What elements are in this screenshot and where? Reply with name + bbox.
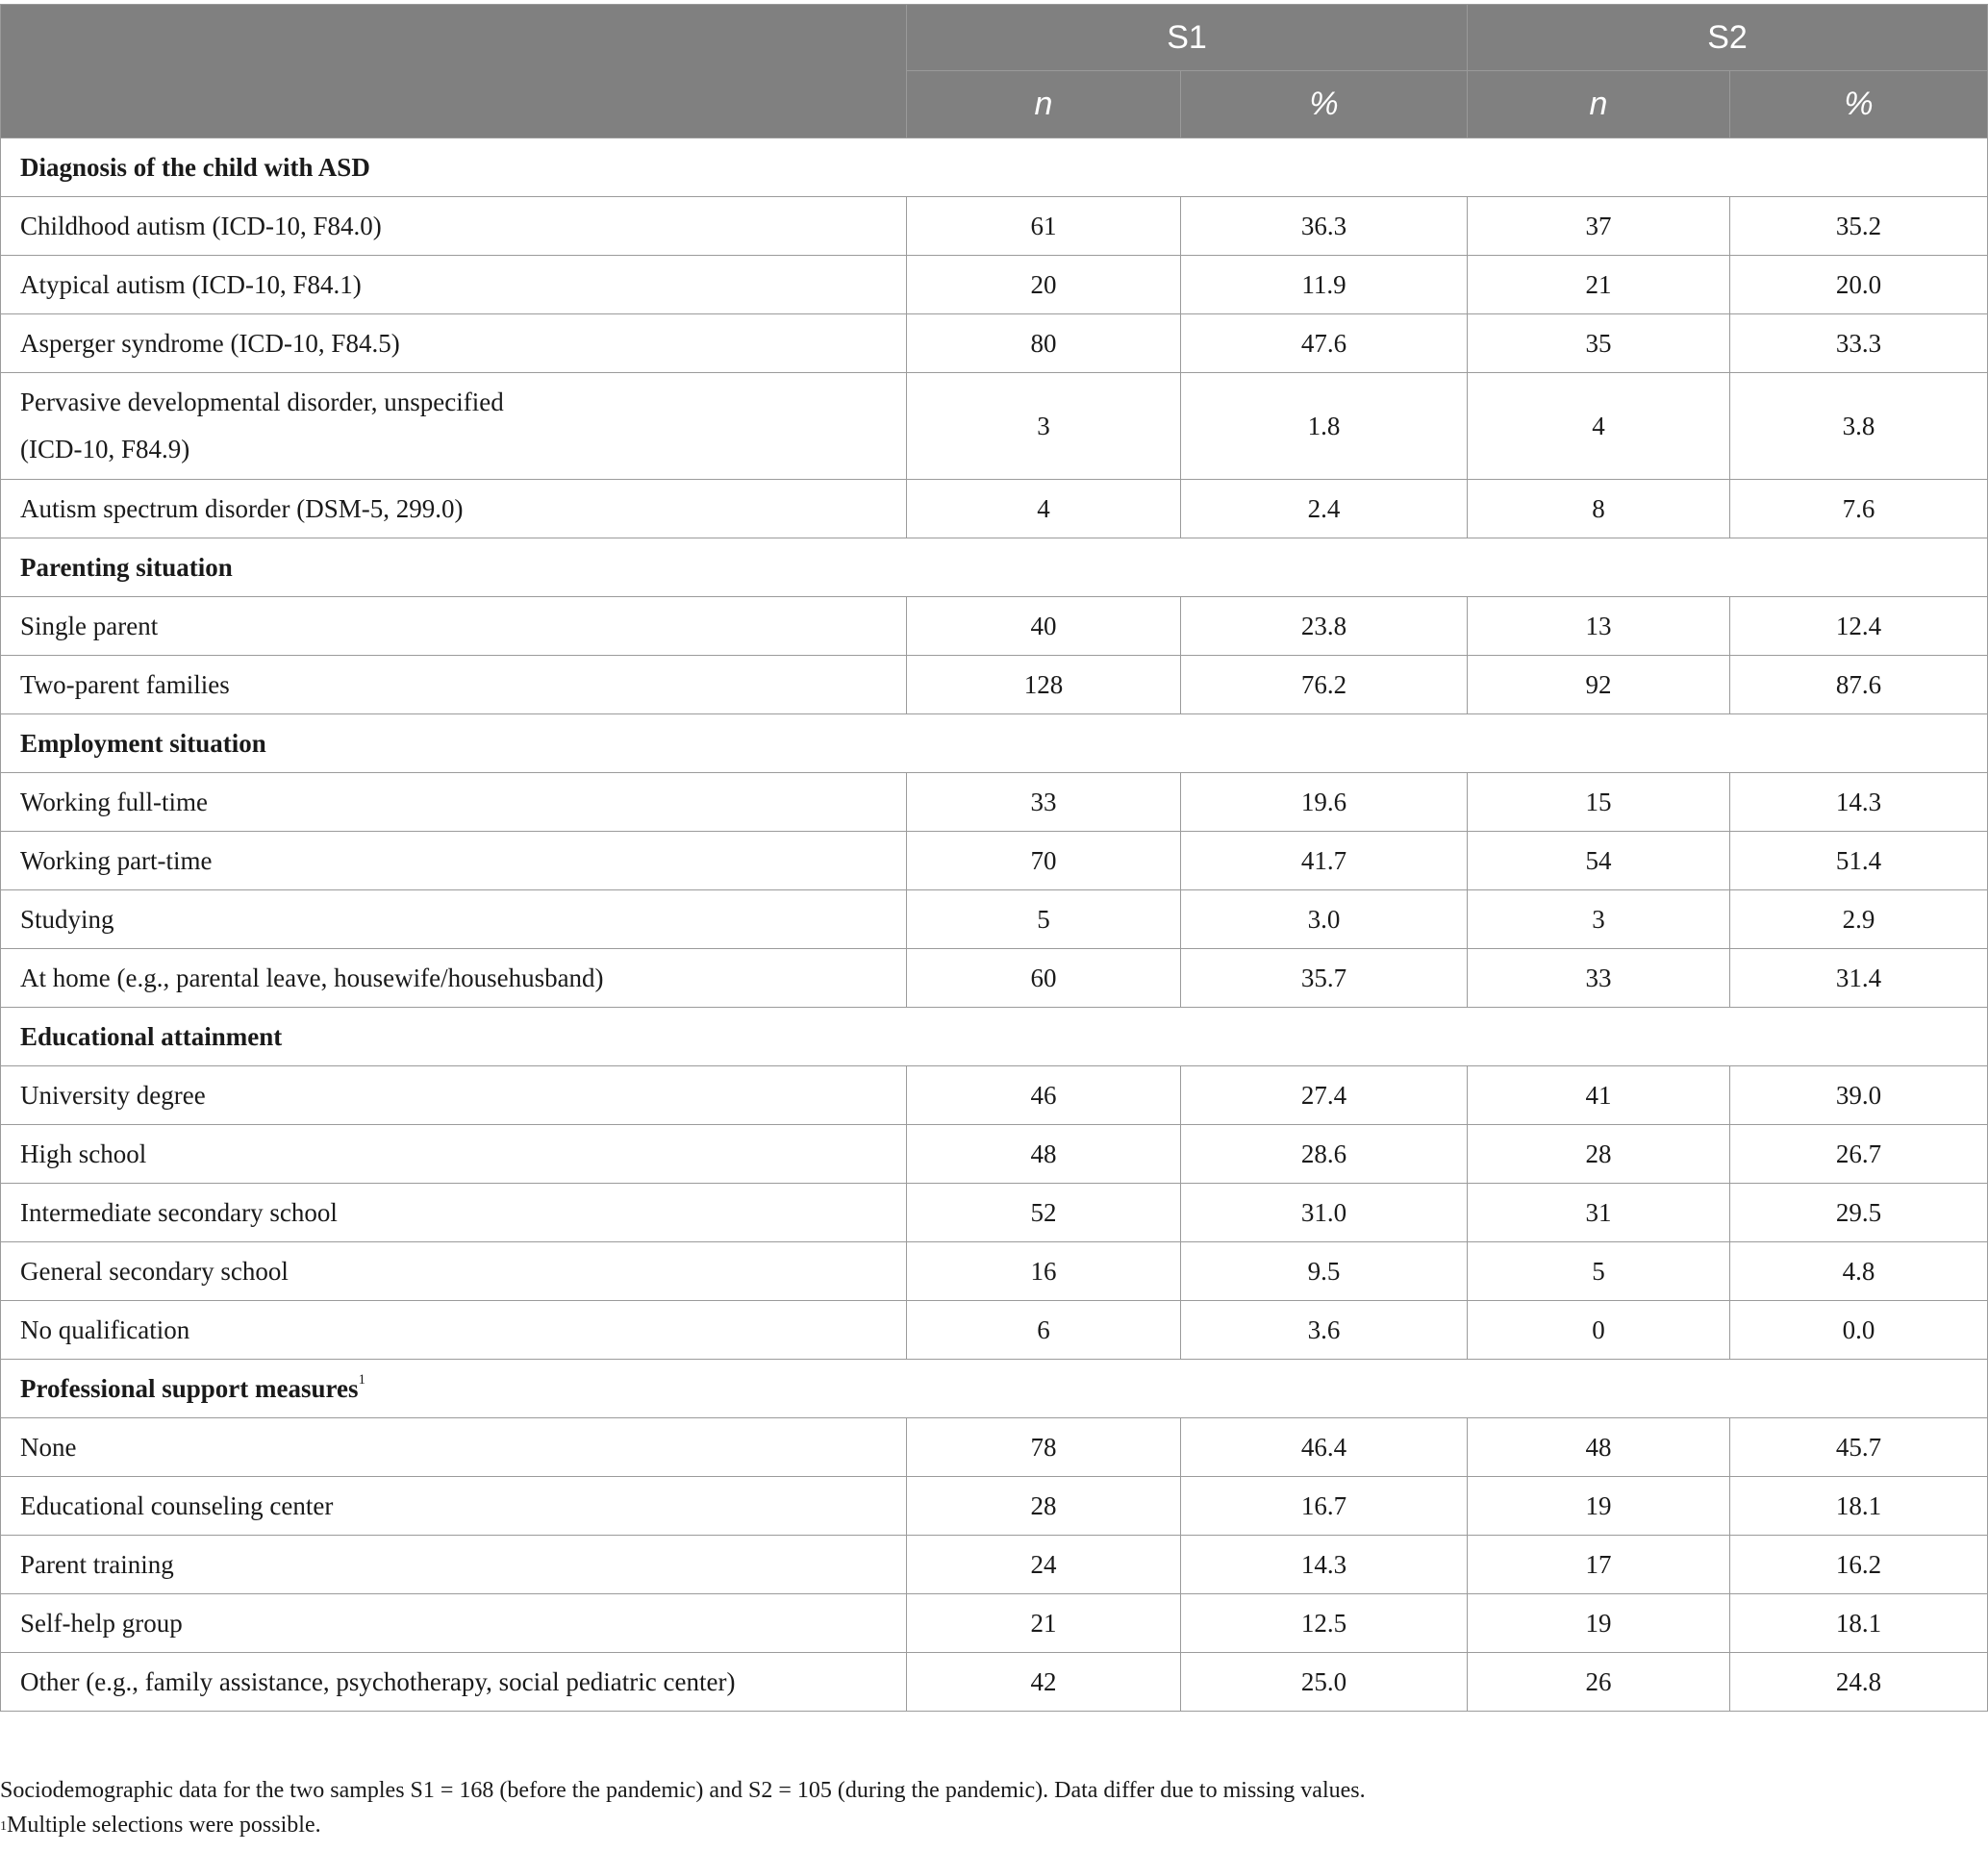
cell-s1-percent: 46.4 bbox=[1181, 1418, 1468, 1477]
cell-s1-percent: 35.7 bbox=[1181, 949, 1468, 1008]
row-label bbox=[1, 890, 907, 949]
cell-s1-n: 4 bbox=[907, 480, 1181, 538]
cell-s2-percent: 12.4 bbox=[1730, 597, 1988, 656]
cell-s2-percent: 35.2 bbox=[1730, 197, 1988, 256]
section-heading-label: Professional support measures bbox=[20, 1373, 359, 1403]
row-label-text: No qualification bbox=[20, 1314, 190, 1344]
row-label bbox=[1, 373, 907, 480]
cell-s1-n: 40 bbox=[907, 597, 1181, 656]
cell-s2-percent: 3.8 bbox=[1730, 373, 1988, 480]
cell-s2-percent: 0.0 bbox=[1730, 1301, 1988, 1360]
section-heading bbox=[1, 1008, 1988, 1066]
cell-s2-percent: 24.8 bbox=[1730, 1653, 1988, 1712]
cell-s2-n: 31 bbox=[1468, 1184, 1730, 1242]
cell-s2-n: 54 bbox=[1468, 832, 1730, 890]
row-label bbox=[1, 1653, 907, 1712]
cell-s2-n: 41 bbox=[1468, 1066, 1730, 1125]
row-label bbox=[1, 1594, 907, 1653]
table-row bbox=[1, 480, 1988, 538]
cell-s1-percent: 16.7 bbox=[1181, 1477, 1468, 1536]
cell-s1-n: 16 bbox=[907, 1242, 1181, 1301]
cell-s1-percent: 25.0 bbox=[1181, 1653, 1468, 1712]
cell-s2-n: 33 bbox=[1468, 949, 1730, 1008]
table-row bbox=[1, 890, 1988, 949]
sociodemographic-table bbox=[0, 4, 1988, 1712]
row-label bbox=[1, 1418, 907, 1477]
footnote-marker: 1 bbox=[358, 1371, 366, 1388]
row-label-text: Parent training bbox=[20, 1549, 174, 1579]
row-label-text-line2: (ICD-10, F84.9) bbox=[20, 435, 190, 463]
section-heading bbox=[1, 538, 1988, 597]
section-heading-label: Educational attainment bbox=[20, 1021, 283, 1051]
cell-s1-n: 60 bbox=[907, 949, 1181, 1008]
cell-s1-n: 5 bbox=[907, 890, 1181, 949]
cell-s2-percent: 20.0 bbox=[1730, 256, 1988, 314]
table-row bbox=[1, 1477, 1988, 1536]
row-label-text: Single parent bbox=[20, 611, 159, 640]
row-label bbox=[1, 1125, 907, 1184]
header-group-s2: S2 bbox=[1468, 5, 1988, 71]
row-label-text: Asperger syndrome (ICD-10, F84.5) bbox=[20, 328, 400, 358]
row-label bbox=[1, 1477, 907, 1536]
row-label bbox=[1, 256, 907, 314]
cell-s1-percent: 28.6 bbox=[1181, 1125, 1468, 1184]
cell-s2-percent: 33.3 bbox=[1730, 314, 1988, 373]
cell-s1-n: 78 bbox=[907, 1418, 1181, 1477]
section-heading bbox=[1, 1360, 1988, 1418]
row-label-text: Two-parent families bbox=[20, 669, 230, 699]
section-heading-label: Diagnosis of the child with ASD bbox=[20, 152, 370, 182]
row-label-text: Self-help group bbox=[20, 1608, 183, 1638]
cell-s2-percent: 26.7 bbox=[1730, 1125, 1988, 1184]
cell-s2-n: 4 bbox=[1468, 373, 1730, 480]
cell-s2-n: 0 bbox=[1468, 1301, 1730, 1360]
cell-s2-n: 8 bbox=[1468, 480, 1730, 538]
row-label-text: Pervasive developmental disorder, unspecified bbox=[20, 388, 504, 416]
cell-s1-n: 20 bbox=[907, 256, 1181, 314]
table-header bbox=[1, 5, 1988, 138]
cell-s1-percent: 41.7 bbox=[1181, 832, 1468, 890]
footnote-1-text: Multiple selections were possible. bbox=[7, 1813, 321, 1838]
table-row bbox=[1, 1418, 1988, 1477]
table-row bbox=[1, 1184, 1988, 1242]
footnote-1-marker: 1 bbox=[0, 1819, 7, 1834]
cell-s2-n: 21 bbox=[1468, 256, 1730, 314]
cell-s2-percent: 29.5 bbox=[1730, 1184, 1988, 1242]
table-body bbox=[1, 138, 1988, 1712]
cell-s2-n: 48 bbox=[1468, 1418, 1730, 1477]
header-s2-n: n bbox=[1468, 71, 1730, 138]
table-row bbox=[1, 197, 1988, 256]
table-row bbox=[1, 1125, 1988, 1184]
cell-s1-percent: 12.5 bbox=[1181, 1594, 1468, 1653]
table-row bbox=[1, 597, 1988, 656]
row-label-text: Educational counseling center bbox=[20, 1490, 334, 1520]
cell-s2-percent: 16.2 bbox=[1730, 1536, 1988, 1594]
table-row bbox=[1, 1066, 1988, 1125]
header-s1-n: n bbox=[907, 71, 1181, 138]
row-label bbox=[1, 314, 907, 373]
cell-s2-n: 3 bbox=[1468, 890, 1730, 949]
row-label bbox=[1, 1536, 907, 1594]
cell-s1-n: 33 bbox=[907, 773, 1181, 832]
table-row bbox=[1, 256, 1988, 314]
row-label bbox=[1, 949, 907, 1008]
header-empty-cell bbox=[1, 5, 907, 138]
cell-s1-percent: 1.8 bbox=[1181, 373, 1468, 480]
cell-s2-percent: 87.6 bbox=[1730, 656, 1988, 714]
row-label-text: Working part-time bbox=[20, 845, 213, 875]
cell-s1-percent: 3.6 bbox=[1181, 1301, 1468, 1360]
table-row bbox=[1, 949, 1988, 1008]
cell-s1-n: 70 bbox=[907, 832, 1181, 890]
table-row bbox=[1, 1242, 1988, 1301]
cell-s1-percent: 3.0 bbox=[1181, 890, 1468, 949]
table-row bbox=[1, 1594, 1988, 1653]
cell-s2-percent: 51.4 bbox=[1730, 832, 1988, 890]
table-row bbox=[1, 373, 1988, 480]
cell-s1-n: 21 bbox=[907, 1594, 1181, 1653]
table-footnotes bbox=[0, 1773, 1987, 1842]
row-label-text: General secondary school bbox=[20, 1256, 289, 1286]
cell-s2-percent: 4.8 bbox=[1730, 1242, 1988, 1301]
section-heading bbox=[1, 714, 1988, 773]
section-heading-label: Employment situation bbox=[20, 728, 266, 758]
table-row bbox=[1, 773, 1988, 832]
table-row bbox=[1, 1536, 1988, 1594]
cell-s1-percent: 11.9 bbox=[1181, 256, 1468, 314]
row-label-text: University degree bbox=[20, 1080, 206, 1110]
cell-s1-percent: 36.3 bbox=[1181, 197, 1468, 256]
row-label-text: Atypical autism (ICD-10, F84.1) bbox=[20, 269, 362, 299]
header-s1-percent: % bbox=[1181, 71, 1468, 138]
row-label bbox=[1, 773, 907, 832]
row-label-text: Autism spectrum disorder (DSM-5, 299.0) bbox=[20, 493, 464, 523]
cell-s2-percent: 14.3 bbox=[1730, 773, 1988, 832]
cell-s2-n: 19 bbox=[1468, 1477, 1730, 1536]
cell-s2-percent: 2.9 bbox=[1730, 890, 1988, 949]
section-heading bbox=[1, 138, 1988, 197]
section-row bbox=[1, 714, 1988, 773]
row-label bbox=[1, 832, 907, 890]
cell-s1-n: 52 bbox=[907, 1184, 1181, 1242]
footnote-1 bbox=[0, 1808, 1987, 1842]
cell-s1-n: 28 bbox=[907, 1477, 1181, 1536]
cell-s1-n: 24 bbox=[907, 1536, 1181, 1594]
cell-s1-percent: 31.0 bbox=[1181, 1184, 1468, 1242]
row-label-text: High school bbox=[20, 1139, 147, 1168]
section-row bbox=[1, 1008, 1988, 1066]
cell-s2-n: 26 bbox=[1468, 1653, 1730, 1712]
cell-s1-n: 61 bbox=[907, 197, 1181, 256]
row-label bbox=[1, 656, 907, 714]
cell-s2-n: 5 bbox=[1468, 1242, 1730, 1301]
cell-s2-n: 28 bbox=[1468, 1125, 1730, 1184]
footnote-sample-note: Sociodemographic data for the two samples S1 = 168 (before the pandemic) and S2 = 105 (during the pandemic). Data differ due to missing values. bbox=[0, 1778, 1366, 1803]
row-label-text: At home (e.g., parental leave, housewife/househusband) bbox=[20, 963, 604, 992]
cell-s1-n: 46 bbox=[907, 1066, 1181, 1125]
cell-s2-n: 13 bbox=[1468, 597, 1730, 656]
cell-s1-percent: 9.5 bbox=[1181, 1242, 1468, 1301]
section-heading-label: Parenting situation bbox=[20, 552, 233, 582]
cell-s1-n: 48 bbox=[907, 1125, 1181, 1184]
row-label bbox=[1, 1184, 907, 1242]
cell-s1-n: 80 bbox=[907, 314, 1181, 373]
header-group-s1: S1 bbox=[907, 5, 1468, 71]
cell-s2-percent: 7.6 bbox=[1730, 480, 1988, 538]
row-label bbox=[1, 1242, 907, 1301]
row-label-text: Working full-time bbox=[20, 787, 209, 816]
cell-s1-n: 42 bbox=[907, 1653, 1181, 1712]
row-label bbox=[1, 197, 907, 256]
table-row bbox=[1, 1301, 1988, 1360]
cell-s1-percent: 76.2 bbox=[1181, 656, 1468, 714]
row-label bbox=[1, 480, 907, 538]
row-label-text: Studying bbox=[20, 904, 114, 934]
row-label bbox=[1, 1301, 907, 1360]
cell-s1-percent: 27.4 bbox=[1181, 1066, 1468, 1125]
cell-s1-percent: 2.4 bbox=[1181, 480, 1468, 538]
cell-s2-percent: 18.1 bbox=[1730, 1477, 1988, 1536]
cell-s2-n: 35 bbox=[1468, 314, 1730, 373]
cell-s2-n: 92 bbox=[1468, 656, 1730, 714]
row-label-text: None bbox=[20, 1432, 77, 1462]
section-row bbox=[1, 538, 1988, 597]
table-row bbox=[1, 832, 1988, 890]
cell-s1-percent: 19.6 bbox=[1181, 773, 1468, 832]
cell-s2-percent: 31.4 bbox=[1730, 949, 1988, 1008]
cell-s1-percent: 47.6 bbox=[1181, 314, 1468, 373]
cell-s2-percent: 45.7 bbox=[1730, 1418, 1988, 1477]
cell-s1-n: 3 bbox=[907, 373, 1181, 480]
cell-s1-n: 128 bbox=[907, 656, 1181, 714]
section-row bbox=[1, 1360, 1988, 1418]
cell-s1-percent: 23.8 bbox=[1181, 597, 1468, 656]
row-label-text: Intermediate secondary school bbox=[20, 1197, 338, 1227]
cell-s1-percent: 14.3 bbox=[1181, 1536, 1468, 1594]
cell-s2-percent: 18.1 bbox=[1730, 1594, 1988, 1653]
section-row bbox=[1, 138, 1988, 197]
table-row bbox=[1, 656, 1988, 714]
cell-s2-n: 15 bbox=[1468, 773, 1730, 832]
cell-s2-n: 17 bbox=[1468, 1536, 1730, 1594]
row-label bbox=[1, 597, 907, 656]
cell-s2-percent: 39.0 bbox=[1730, 1066, 1988, 1125]
cell-s1-n: 6 bbox=[907, 1301, 1181, 1360]
row-label-text: Childhood autism (ICD-10, F84.0) bbox=[20, 211, 382, 240]
header-s2-percent: % bbox=[1730, 71, 1988, 138]
table-row bbox=[1, 314, 1988, 373]
row-label-text: Other (e.g., family assistance, psychotherapy, social pediatric center) bbox=[20, 1666, 736, 1696]
row-label bbox=[1, 1066, 907, 1125]
table-row bbox=[1, 1653, 1988, 1712]
cell-s2-n: 37 bbox=[1468, 197, 1730, 256]
cell-s2-n: 19 bbox=[1468, 1594, 1730, 1653]
